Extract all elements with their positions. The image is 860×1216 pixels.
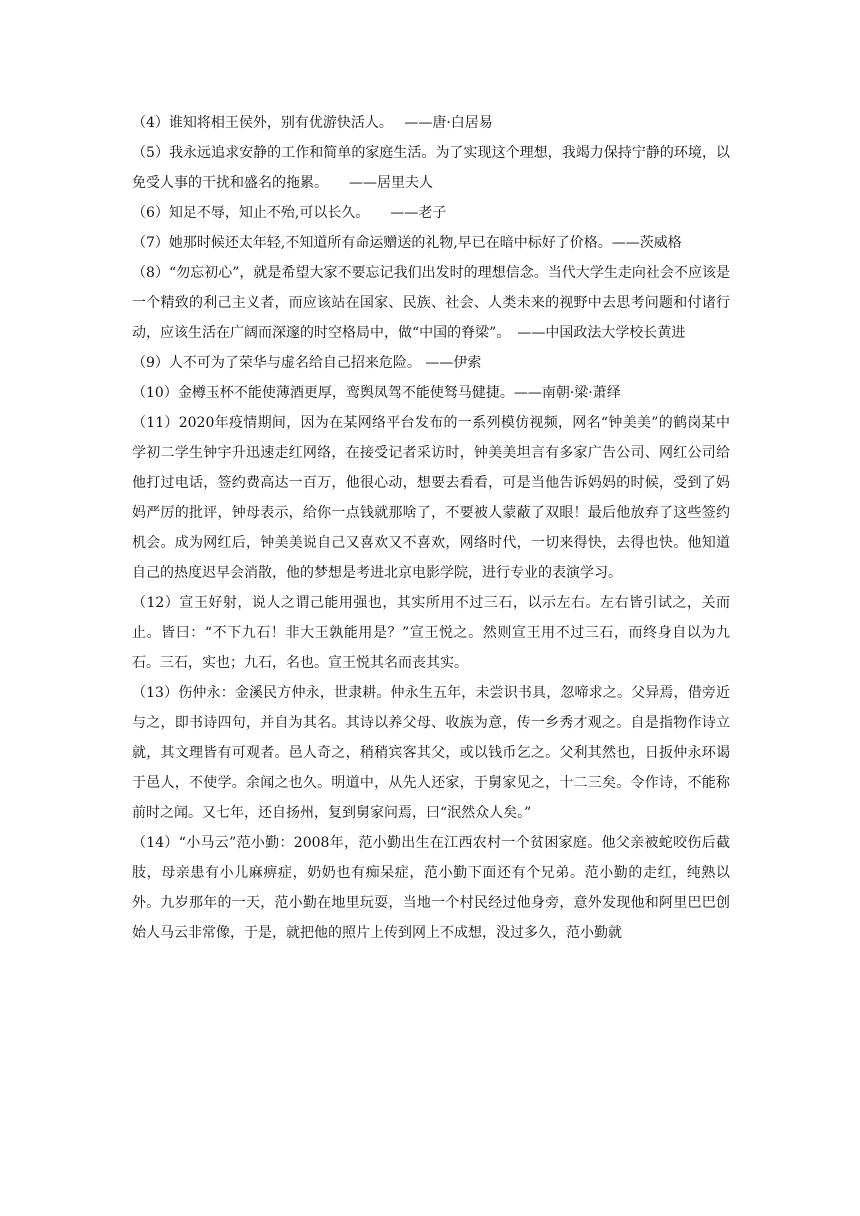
paragraph-quote-5: （5）我永远追求安静的工作和简单的家庭生活。为了实现这个理想，我竭力保持宁静的环境，以免受人事的干扰和盛名的拖累。 ——居里夫人	[132, 145, 730, 191]
paragraph-quote-6: （6）知足不辱，知止不殆,可以长久。 ——老子	[132, 205, 447, 221]
paragraph-material-12: （12）宣王好射，说人之谓己能用强也，其实所用不过三石，以示左右。左右皆引试之，关而止。皆曰：“不下九石！非大王孰能用是？”宣王悦之。然则宣王用不过三石，而终身自以为九石。三石，实也；九石，名也。宣王悦其名而丧其实。	[132, 595, 730, 671]
paragraph-material-14: （14）“小马云”范小勤：2008年，范小勤出生在江西农村一个贫困家庭。他父亲被蛇咬伤后截肢，母亲患有小儿麻痹症，奶奶也有痴呆症，范小勤下面还有个兄弟。范小勤的走红，纯熟以外。九岁那年的一天，范小勤在地里玩耍，当地一个村民经过他身旁，意外发现他和阿里巴巴创始人马云非常像，于是，就把他的照片上传到网上不成想，没过多久，范小勤就	[132, 835, 730, 941]
paragraph-quote-9: （9）人不可为了荣华与虚名给自己招来危险。 ——伊索	[132, 355, 482, 371]
paragraph-quote-7: （7）她那时候还太年轻,不知道所有命运赠送的礼物,早已在暗中标好了价格。——茨威格	[132, 235, 682, 251]
document-body	[132, 108, 730, 948]
paragraph-quote-10: （10）金樽玉杯不能使薄酒更厚，鸾舆凤驾不能使驽马健捷。——南朝·梁·萧绎	[132, 385, 621, 401]
paragraph-material-13: （13）伤仲永：金溪民方仲永，世隶耕。仲永生五年，未尝识书具，忽啼求之。父异焉，借旁近与之，即书诗四句，并自为其名。其诗以养父母、收族为意，传一乡秀才观之。自是指物作诗立就，其文理皆有可观者。邑人奇之，稍稍宾客其父，或以钱币乞之。父利其然也，日扳仲永环谒于邑人，不使学。余闻之也久。明道中，从先人还家，于舅家见之，十二三矣。令作诗，不能称前时之闻。又七年，还自扬州，复到舅家问焉，曰“泯然众人矣。”	[132, 685, 730, 821]
paragraph-quote-8: （8）“勿忘初心”，就是希望大家不要忘记我们出发时的理想信念。当代大学生走向社会不应该是一个精致的利己主义者，而应该站在国家、民族、社会、人类未来的视野中去思考问题和付诸行动，应该生活在广阔而深邃的时空格局中，做“中国的脊梁”。 ——中国政法大学校长黄进	[132, 265, 730, 341]
paragraph-quote-4: （4）谁知将相王侯外，别有优游快活人。 ——唐·白居易	[132, 115, 493, 131]
paragraph-material-11: （11）2020年疫情期间，因为在某网络平台发布的一系列模仿视频，网名“钟美美”的鹤岗某中学初二学生钟宇升迅速走红网络，在接受记者采访时，钟美美坦言有多家广告公司、网红公司给他打过电话，签约费高达一百万，他很心动，想要去看看，可是当他告诉妈妈的时候，受到了妈妈严厉的批评，钟母表示，给你一点钱就那啥了，不要被人蒙蔽了双眼！最后他放弃了这些签约机会。成为网红后，钟美美说自己又喜欢又不喜欢，网络时代，一切来得快，去得也快。他知道自己的热度迟早会消散，他的梦想是考进北京电影学院，进行专业的表演学习。	[132, 415, 730, 581]
